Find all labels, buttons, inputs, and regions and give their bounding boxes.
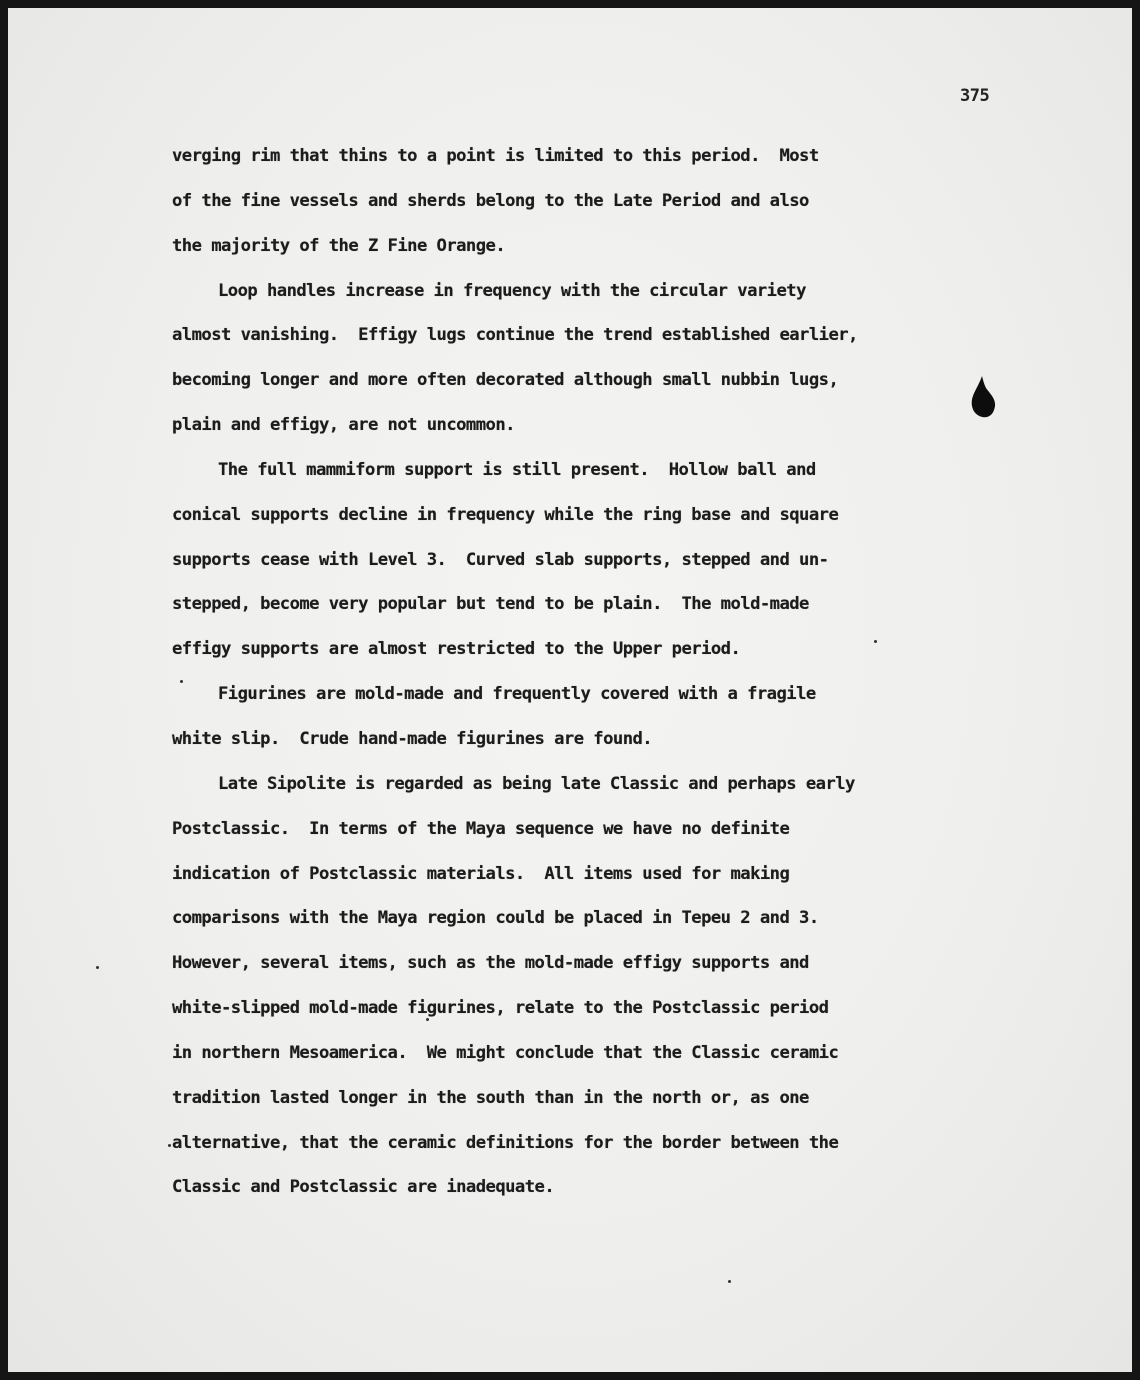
paragraph-start-line: Loop handles increase in frequency with the circular variety <box>218 280 806 301</box>
text-line: white slip. Crude hand-made figurines are found. <box>172 728 653 749</box>
ink-blot-mark <box>968 374 998 426</box>
text-line: However, several items, such as the mold-made effigy supports and <box>172 953 809 974</box>
text-line: supports cease with Level 3. Curved slab supports, stepped and un- <box>172 549 829 570</box>
text-line: stepped, become very popular but tend to be plain. The mold-made <box>172 594 809 615</box>
typewritten-page <box>8 8 1132 1372</box>
text-line: the majority of the Z Fine Orange. <box>172 235 506 256</box>
dust-speck <box>426 1018 429 1021</box>
paragraph-start-line: The full mammiform support is still present. Hollow ball and <box>218 459 816 480</box>
paragraph-start-line: Figurines are mold-made and frequently covered with a fragile <box>218 684 816 705</box>
dust-speck <box>728 1280 731 1283</box>
text-line: conical supports decline in frequency while the ring base and square <box>172 504 839 525</box>
text-line: of the fine vessels and sherds belong to the Late Period and also <box>172 190 809 211</box>
text-line: Postclassic. In terms of the Maya sequence we have no definite <box>172 818 790 839</box>
text-line: tradition lasted longer in the south than in the north or, as one <box>172 1087 809 1108</box>
paragraph-start-line: Late Sipolite is regarded as being late Classic and perhaps early <box>218 773 855 794</box>
text-line: alternative, that the ceramic definitions for the border between the <box>172 1132 839 1153</box>
page-number: 375 <box>960 86 990 106</box>
text-line: indication of Postclassic materials. All items used for making <box>172 863 790 884</box>
text-line: Classic and Postclassic are inadequate. <box>172 1177 555 1198</box>
text-line: effigy supports are almost restricted to the Upper period. <box>172 639 741 660</box>
dust-speck <box>874 640 877 643</box>
text-line: plain and effigy, are not uncommon. <box>172 415 515 436</box>
text-line: in northern Mesoamerica. We might conclude that the Classic ceramic <box>172 1042 839 1063</box>
text-line: comparisons with the Maya region could be placed in Tepeu 2 and 3. <box>172 908 819 929</box>
dust-speck <box>168 1144 171 1147</box>
text-line: almost vanishing. Effigy lugs continue the trend established earlier, <box>172 325 858 346</box>
text-line: becoming longer and more often decorated although small nubbin lugs, <box>172 370 839 391</box>
text-line: white-slipped mold-made figurines, relate to the Postclassic period <box>172 998 829 1019</box>
text-line: verging rim that thins to a point is limited to this period. Most <box>172 146 819 166</box>
body-text <box>172 134 972 1210</box>
dust-speck <box>96 966 99 969</box>
dust-speck <box>180 680 183 683</box>
